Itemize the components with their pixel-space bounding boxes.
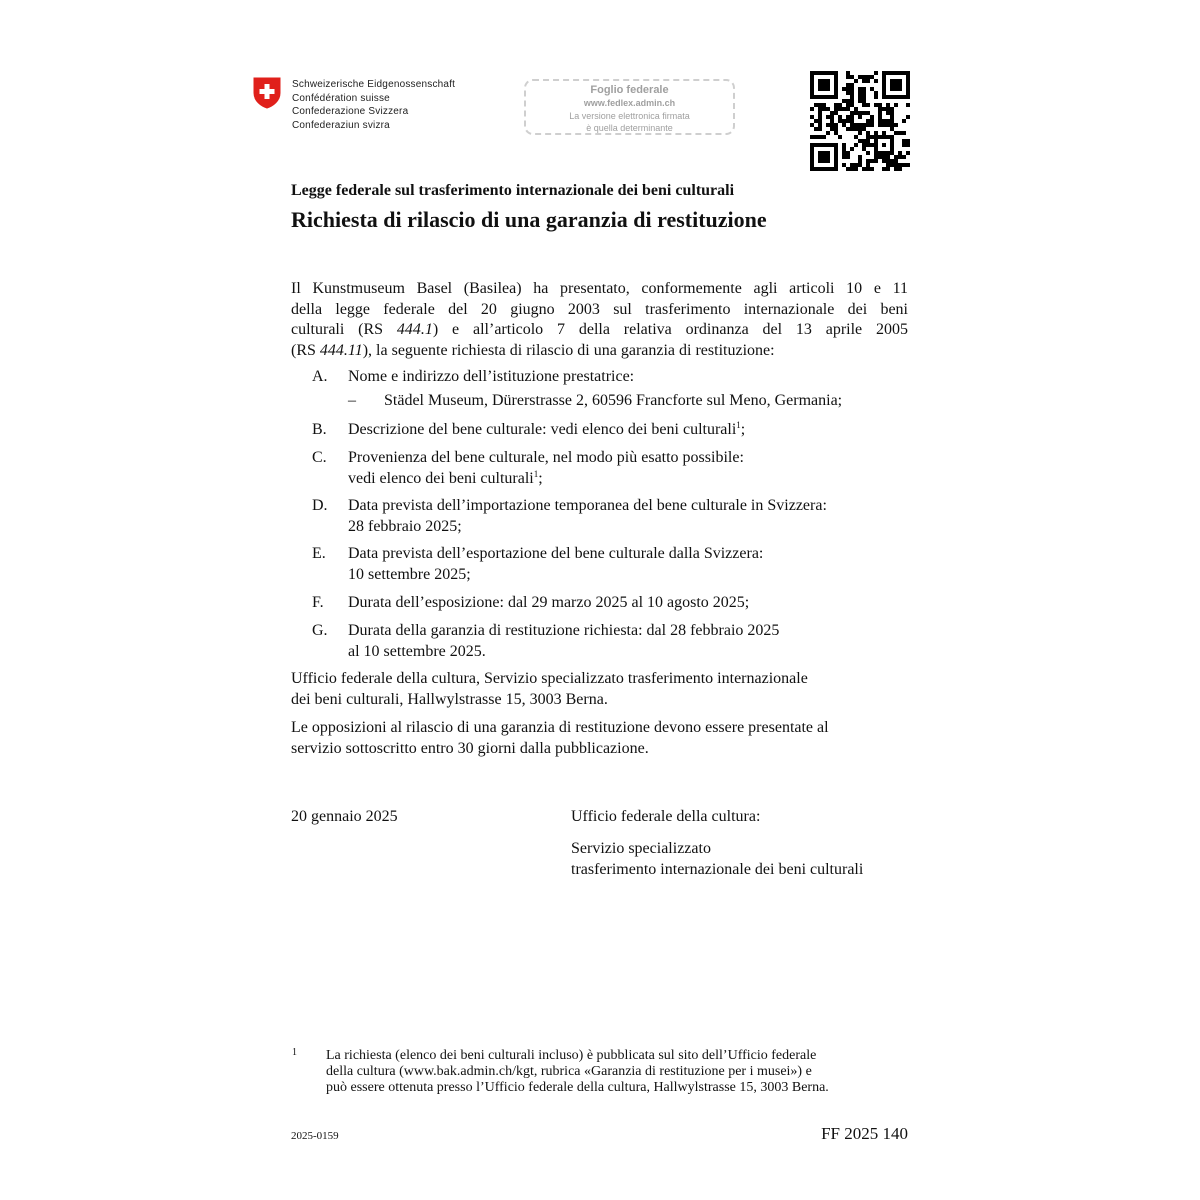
agency-line-de: Schweizerische Eidgenossenschaft (292, 79, 456, 90)
intro-line: Il Kunstmuseum Basel (Basilea) ha presentato, conformemente agli articoli 10 e 11 (291, 280, 908, 297)
footnote-text: La richiesta (elenco dei beni culturali incluso) è pubblicata sul sito dell’Ufficio federale della cultura (www.bak.admin.ch/kgt, rubrica «Garanzia di restituzione per i musei») e può essere ottenuta presso l’Ufficio federale della cultura, Hallwylstrasse 15, 3003 Berna. (326, 1048, 829, 1095)
qr-code-icon (810, 71, 910, 171)
stamp-url: www.fedlex.admin.ch (583, 98, 676, 108)
agency-line-it: Confederazione Svizzera (292, 106, 409, 117)
signature-service: Servizio specializzato trasferimento internazionale dei beni culturali (571, 840, 864, 878)
footnote-ref: 1 (533, 468, 539, 479)
signature-office: Ufficio federale della cultura: (571, 808, 761, 825)
stamp-title: Foglio federale (590, 84, 669, 96)
lender-address: Städel Museum, Dürerstrasse 2, 60596 Francforte sul Meno, Germania; (384, 392, 843, 409)
agency-line-fr: Confédération suisse (292, 92, 390, 104)
document-date: 20 gennaio 2025 (291, 808, 398, 825)
agency-name-block (292, 78, 455, 132)
document-title: Richiesta di rilascio di una garanzia di restituzione (291, 207, 767, 232)
footnote-ref: 1 (736, 420, 741, 430)
sr-number: 444.11 (319, 341, 363, 359)
document-subtitle: Legge federale sul trasferimento internazionale dei beni culturali (291, 182, 735, 199)
page-reference: FF 2025 140 (821, 1124, 908, 1143)
intro-line: della legge federale del 20 giugno 2003 sul trasferimento internazionale dei beni (291, 300, 908, 318)
sub-item-dash: – (348, 392, 356, 409)
stamp-note-2: è quella determinante (586, 123, 673, 133)
intro-line: (RS 444.11), la seguente richiesta di rilascio di una garanzia di restituzione: (291, 341, 775, 359)
footnote-number: 1 (292, 1047, 297, 1058)
stamp-note-1: La versione elettronica firmata (569, 111, 690, 121)
intro-line: culturali (RS 444.1) e all’articolo 7 della relativa ordinanza del 13 aprile 2005 (291, 321, 908, 338)
document-id: 2025-0159 (291, 1130, 339, 1142)
agency-line-rm: Confederaziun svizra (292, 119, 390, 131)
objection-paragraph: Le opposizioni al rilascio di una garanzia di restituzione devono essere presentate al servizio sottoscritto entro 30 giorni dalla pubblicazione. (291, 719, 829, 757)
federal-gazette-stamp (524, 79, 735, 135)
sr-number: 444.1 (396, 321, 433, 338)
office-paragraph: Ufficio federale della cultura, Servizio specializzato trasferimento internazionale dei beni culturali, Hallwylstrasse 15, 3003 Berna. (291, 670, 808, 708)
intro-paragraph (291, 279, 908, 361)
swiss-coat-of-arms-logo (253, 77, 281, 109)
